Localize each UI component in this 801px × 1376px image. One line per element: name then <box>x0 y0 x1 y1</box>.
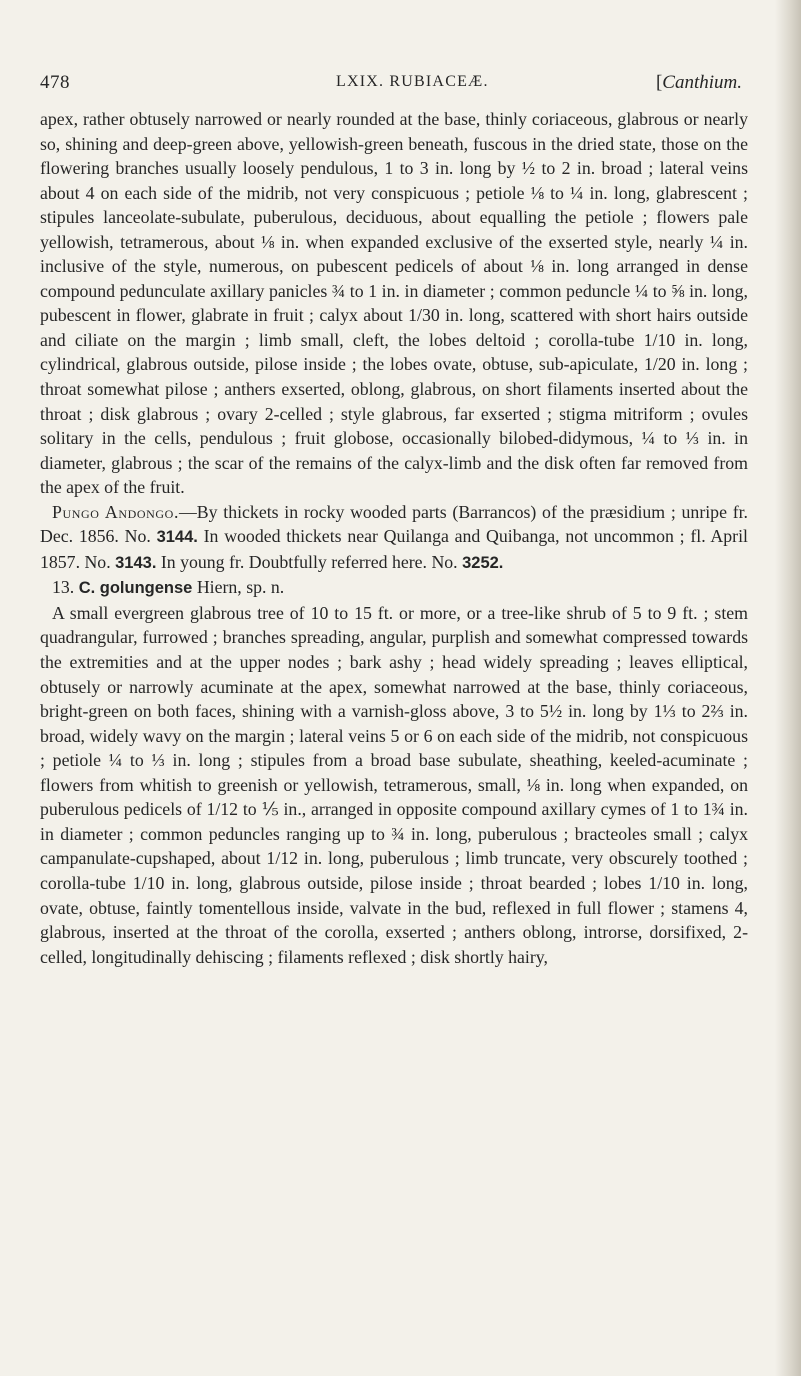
running-section-title: LXIX. RUBIACEÆ. <box>336 73 489 90</box>
specimen-no-label-c: No. <box>431 551 458 572</box>
species-description: A small evergreen glabrous tree of 10 to 15 ft. or more, or a tree-like shrub of 5 to 9 ft. ; stem quadrangular, furrowed ; branches spreading, angular, purplish and somewhat compressed towards the extremities and at the upper nodes ; bark ashy ; head widely spreading ; leaves elliptical, obtusely or narrowly acuminate at the apex, somewhat narrowed at the base, thinly coriaceous, bright-green on both faces, shining with a varnish-gloss above, 3 to 5½ in. long by 1⅓ to 2⅔ in. broad, widely wavy on the margin ; lateral veins 5 or 6 on each side of the midrib, not conspicuous ; petiole ¼ to ⅓ in. long ; stipules from a broad base subulate, sheathing, keeled-acuminate ; flowers from whitish to greenish or yellowish, tetramerous, small, ⅛ in. long when expanded, on puberulous pedicels of 1/12 to ⅕ in., arranged in opposite compound axillary cymes of 1 to 1¾ in. in diameter ; common peduncles ranging up to ¾ in. long, puberulous ; bracteoles small ; calyx campanulate-cupshaped, about 1/12 in. long, puberulous ; limb truncate, very obscurely toothed ; corolla-tube 1/10 in. long, glabrous outside, pilose inside ; throat bearded ; lobes 1/10 in. long, ovate, obtuse, faintly tomentellous inside, valvate in the bud, reflexed in full flower ; stamens 4, glabrous, inserted at the throat of the corolla, exserted ; anthers oblong, introrse, dorsifixed, 2-celled, longitudinally dehiscing ; filaments reflexed ; disk shortly hairy, <box>40 602 748 967</box>
description-paragraph: apex, rather obtusely narrowed or nearly rounded at the base, thinly coriaceous, glabrous or nearly so, shining and deep-green above, yellowish-green beneath, fuscous in the dried state, those on the flowering branches usually loosely pendulous, 1 to 3 in. long by ½ to 2 in. broad ; lateral veins about 4 on each side of the midrib, not very conspicuous ; petiole ⅛ to ¼ in. long, glabrescent ; stipules lanceolate-subulate, puberulous, deciduous, about equalling the petiole ; flowers pale yellowish, tetramerous, about ⅛ in. when expanded exclusive of the exserted style, nearly ¼ in. inclusive of the style, numerous, on pubescent pedicels of about ⅛ in. long arranged in dense compound pedunculate axillary panicles ¾ to 1 in. in diameter ; common peduncle ¼ to ⅝ in. long, pubescent in flower, glabrate in fruit ; calyx about 1/30 in. long, scattered with short hairs outside and ciliate on the margin ; limb small, cleft, the lobes deltoid ; corolla-tube 1/10 in. long, cylindrical, glabrous outside, pilose inside ; the lobes ovate, obtuse, sub-apiculate, 1/20 in. long ; throat somewhat pilose ; anthers exserted, oblong, glabrous, on short filaments inserted about the throat ; disk glabrous ; ovary 2-celled ; style glabrous, far exserted ; stigma mitriform ; ovules solitary in the cells, pendulous ; fruit globose, occasionally bilobed-didymous, ¼ to ⅓ in. in diameter, glabrous ; the scar of the remains of the calyx-limb and the disk often far removed from the apex of the fruit. <box>40 109 748 498</box>
locality-paragraph <box>40 500 748 576</box>
page-header <box>40 72 742 100</box>
species-heading <box>40 575 748 601</box>
species-authority: Hiern, sp. n. <box>196 577 285 598</box>
species-number: 13. <box>52 577 75 598</box>
page-edge-shadow <box>775 0 801 1376</box>
species-name: C. golungense <box>78 579 193 598</box>
specimen-no-label-a: No. <box>124 526 151 547</box>
locality-text-2: In wooded thickets near Quilanga and Quibanga, not uncommon ; fl. April 1857. <box>40 526 748 572</box>
page-number: 478 <box>40 72 70 93</box>
locality-region: Pungo Andongo. <box>52 501 179 522</box>
specimen-number-a: 3144. <box>156 528 198 547</box>
page-body <box>40 107 748 969</box>
specimen-number-c: 3252. <box>462 553 504 572</box>
running-genus: [Canthium. <box>655 72 742 93</box>
specimen-number-b: 3143. <box>115 553 157 572</box>
locality-text: —By thickets in rocky wooded parts (Barrancos) of the præsidium ; unripe fr. Dec. 1856. <box>40 501 749 547</box>
locality-text-3: In young fr. Doubtfully referred here. <box>160 551 427 572</box>
specimen-no-label-b: No. <box>84 551 111 572</box>
